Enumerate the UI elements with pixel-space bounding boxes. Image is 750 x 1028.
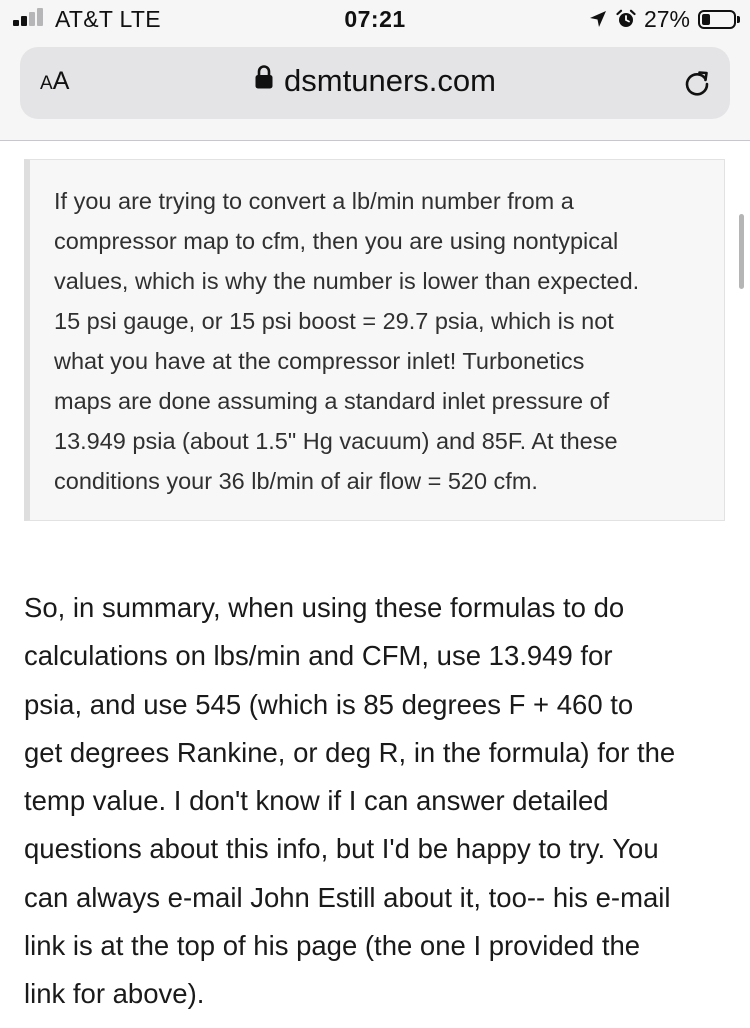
quote-line: If you are trying to convert a lb/min number from a [54,188,574,214]
page-content[interactable] [0,141,750,1028]
battery-percentage: 27% [643,5,690,32]
quote-line: compressor map to cfm, then you are using nontypical [54,228,619,254]
text-size-large-a: A [52,67,70,95]
quote-block [24,159,725,521]
text-size-small-a: A [40,73,53,94]
lock-icon [254,64,274,90]
alarm-clock-icon [616,9,636,29]
carrier-label: AT&T LTE [55,6,161,32]
reload-icon[interactable] [682,69,712,99]
battery-icon [698,10,736,29]
domain-text: dsmtuners.com [284,63,496,98]
quote-line: maps are done assuming a standard inlet pressure of [54,388,610,414]
url-field[interactable] [20,63,730,99]
summary-line: can always e-mail John Estill about it, too-- his e-mail [24,881,671,913]
summary-line: psia, and use 545 (which is 85 degrees F + 460 to [24,688,634,720]
quote-line: conditions your 36 lb/min of air flow = 520 cfm. [54,468,538,494]
summary-paragraph [24,584,734,1019]
status-indicators [588,4,736,34]
status-time: 07:21 [344,6,406,32]
quote-text [54,181,714,501]
summary-line: temp value. I don't know if I can answer detailed [24,785,609,817]
summary-line: So, in summary, when using these formulas to do [24,592,625,623]
quote-line: 15 psi gauge, or 15 psi boost = 29.7 psia, which is not [54,308,614,334]
summary-line: questions about this info, but I'd be happy to try. You [24,833,659,865]
summary-line: link is at the top of his page (the one I provided the [24,930,641,962]
browser-chrome [0,0,750,141]
quote-line: what you have at the compressor inlet! Turbonetics [54,348,585,374]
address-bar[interactable] [20,47,730,119]
summary-line: calculations on lbs/min and CFM, use 13.949 for [24,640,613,672]
scroll-indicator[interactable] [739,214,744,289]
summary-line: get degrees Rankine, or deg R, in the formula) for the [24,736,676,768]
summary-line: link for above). [24,978,205,1010]
quote-line: values, which is why the number is lower than expected. [54,268,640,294]
status-bar [0,0,750,40]
quote-line: 13.949 psia (about 1.5" Hg vacuum) and 85F. At these [54,428,618,454]
location-arrow-icon [588,9,608,29]
